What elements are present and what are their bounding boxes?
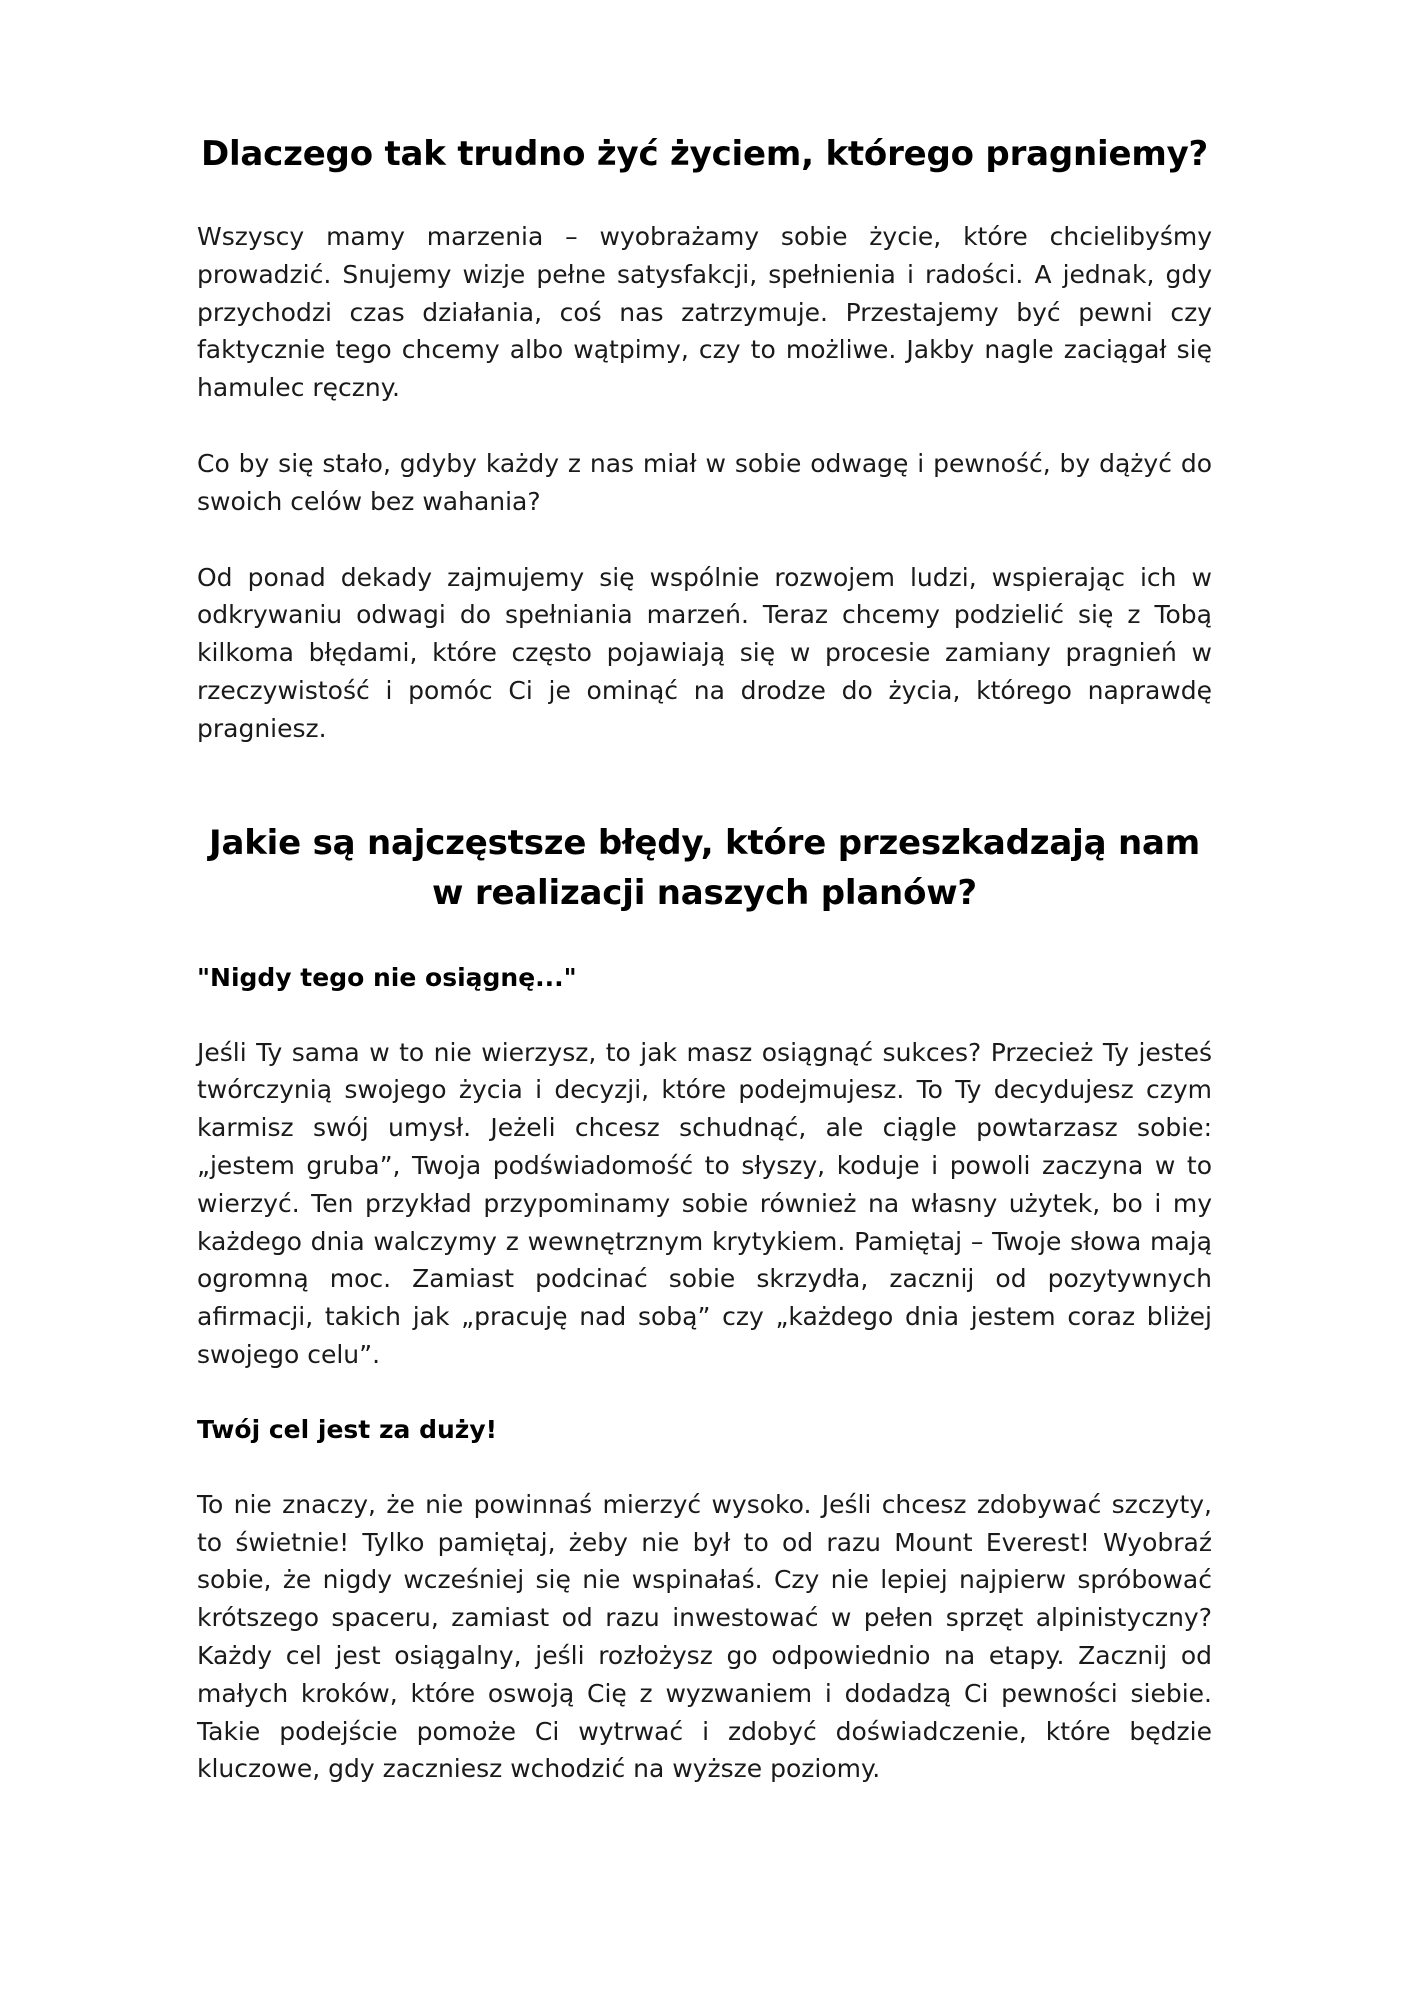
intro-paragraph: Wszyscy mamy marzenia – wyobrażamy sobie życie, które chcielibyśmy prowadzić. Snujemy wizje pełne satysfakcji, spełnienia i radości. A jednak, gdy przychodzi czas działania, coś nas zatrzymuje. Przestajemy być pewni czy faktycznie tego chcemy albo wątpimy, czy to możliwe. Jakby nagle zaciągał się hamulec ręczny.: [197, 222, 1212, 403]
mistake-heading: "Nigdy tego nie osiągnę...": [197, 962, 577, 992]
mistake-paragraph: Jeśli Ty sama w to nie wierzysz, to jak masz osiągnąć sukces? Przecież Ty jesteś twórczynią swojego życia i decyzji, które podejmujesz. To Ty decydujesz czym karmisz swój umysł. Jeżeli chcesz schudnąć, ale ciągle powtarzasz sobie: „jestem gruba”, Twoja podświadomość to słyszy, koduje i powoli zaczyna w to wierzyć. Ten przykład przypominamy sobie również na własny użytek, bo i my każdego dnia walczymy z wewnętrznym krytykiem. Pamiętaj – Twoje słowa mają ogromną moc. Zamiast podcinać sobie skrzydła, zacznij od pozytywnych afirmacji, takich jak „pracuję nad sobą” czy „każdego dnia jestem coraz bliżej swojego celu”.: [197, 1037, 1212, 1369]
article-title: Dlaczego tak trudno żyć życiem, którego pragniemy?: [200, 134, 1209, 174]
mistake-heading: Twój cel jest za duży!: [197, 1414, 498, 1444]
section-title-line: w realizacji naszych planów?: [432, 872, 977, 913]
section-title-line: Jakie są najczęstsze błędy, które przeszkadzają nam: [209, 822, 1200, 863]
mistake-paragraph: To nie znaczy, że nie powinnaś mierzyć wysoko. Jeśli chcesz zdobywać szczyty, to świetnie! Tylko pamiętaj, żeby nie był to od razu Mount Everest! Wyobraź sobie, że nigdy wcześniej się nie wspinałaś. Czy nie lepiej najpierw spróbować krótszego spaceru, zamiast od razu inwestować w pełen sprzęt alpinistyczny? Każdy cel jest osiągalny, jeśli rozłożysz go odpowiednio na etapy. Zacznij od małych kroków, które oswoją Cię z wyzwaniem i dodadzą Ci pewności siebie. Takie podejście pomoże Ci wytrwać i zdobyć doświadczenie, które będzie kluczowe, gdy zaczniesz wchodzić na wyższe poziomy.: [197, 1489, 1212, 1784]
intro-paragraph: Co by się stało, gdyby każdy z nas miał w sobie odwagę i pewność, by dążyć do swoich celów bez wahania?: [197, 448, 1212, 516]
article-body: [197, 130, 1212, 1788]
section-title: [197, 818, 1212, 918]
intro-paragraph: Od ponad dekady zajmujemy się wspólnie rozwojem ludzi, wspierając ich w odkrywaniu odwagi do spełniania marzeń. Teraz chcemy podzielić się z Tobą kilkoma błędami, które często pojawiają się w procesie zamiany pragnień w rzeczywistość i pomóc Ci je ominąć na drodze do życia, którego naprawdę pragniesz.: [197, 562, 1212, 743]
